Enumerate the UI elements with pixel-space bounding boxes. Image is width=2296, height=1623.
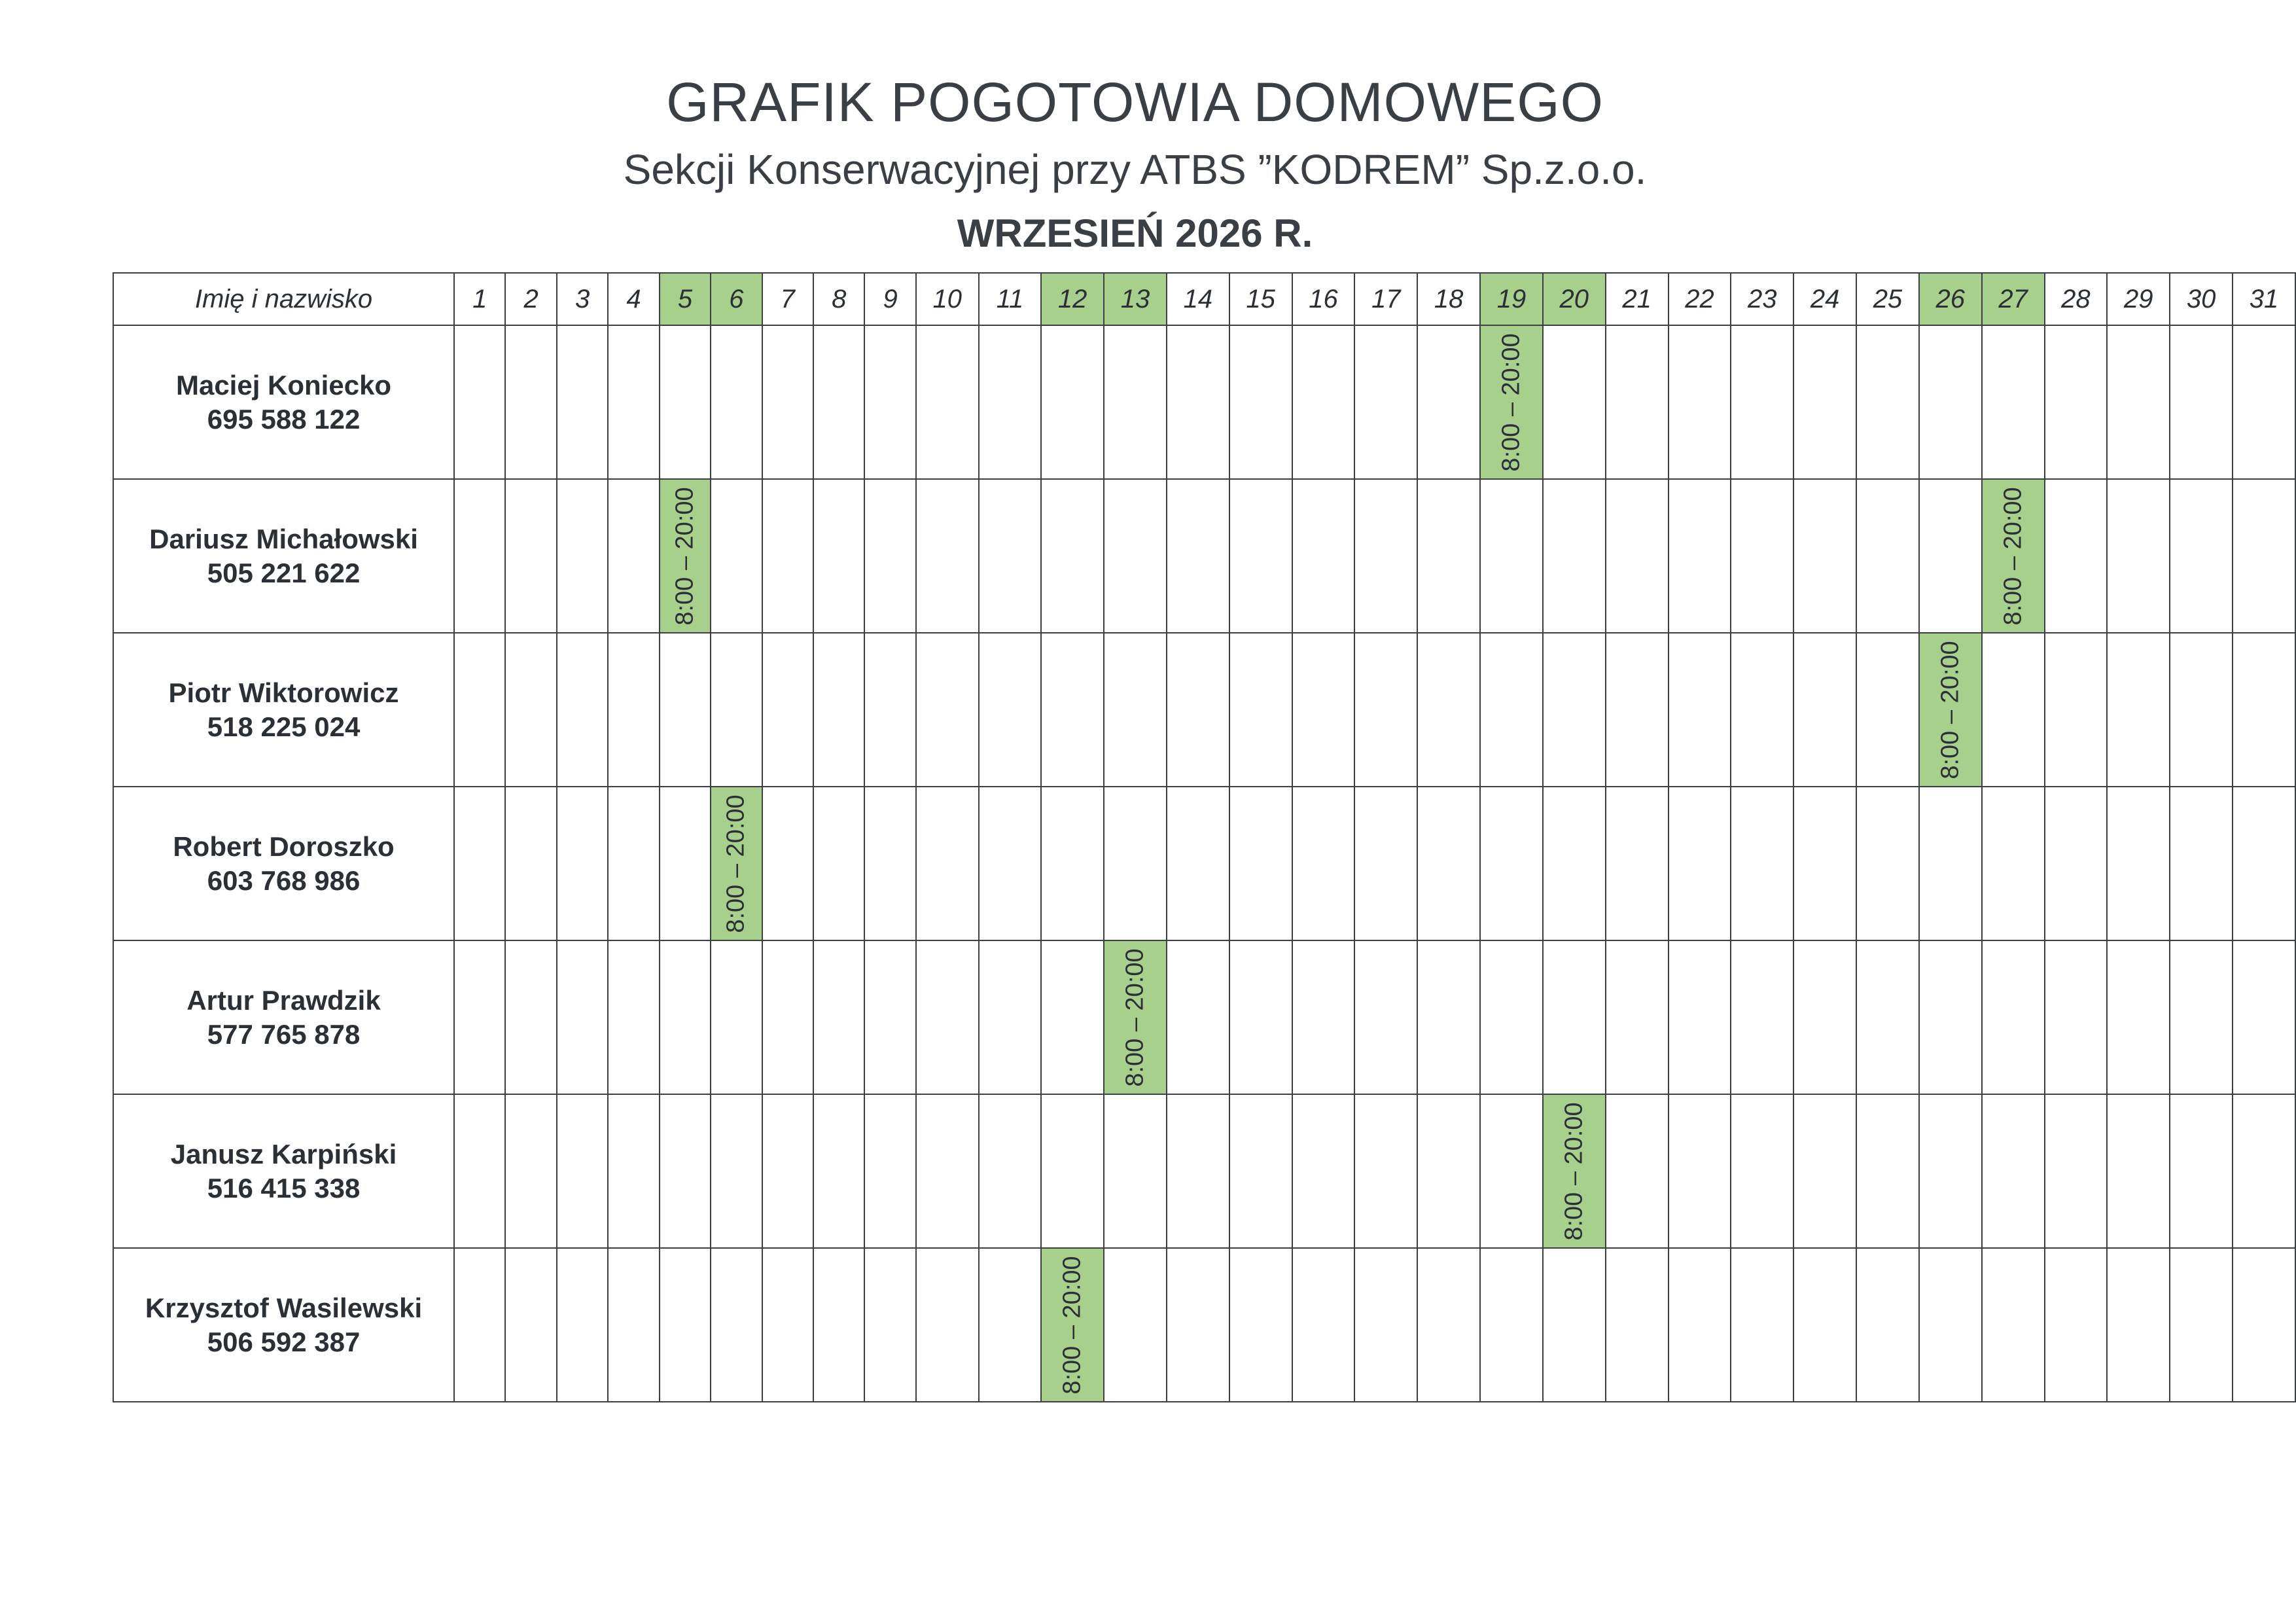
day-cell [1982,325,2045,479]
person-name: Piotr Wiktorowicz [168,677,399,708]
day-header-11: 11 [979,273,1042,325]
day-cell [1104,1248,1167,1402]
day-cell [1417,325,1480,479]
day-header-2: 2 [505,273,556,325]
person-cell [113,1094,454,1248]
day-cell [979,479,1042,633]
day-cell [1731,1094,1793,1248]
day-cell [1480,787,1543,940]
day-cell [711,479,762,633]
day-header-6: 6 [711,273,762,325]
day-cell [813,1248,864,1402]
day-cell [864,1248,915,1402]
day-cell [1229,940,1292,1094]
day-cell [505,940,556,1094]
day-cell [1041,1094,1104,1248]
day-cell [916,325,979,479]
day-header-3: 3 [557,273,608,325]
day-cell [1731,479,1793,633]
day-cell [2170,633,2233,787]
day-cell [454,325,505,479]
day-cell [505,1094,556,1248]
day-cell [557,787,608,940]
day-cell [1919,1094,1982,1248]
day-cell [1543,1248,1606,1402]
day-cell [1167,325,1229,479]
day-header-29: 29 [2107,273,2170,325]
day-cell [1292,633,1355,787]
duty-cell [1480,325,1543,479]
day-cell [1167,940,1229,1094]
day-cell [762,479,813,633]
day-cell [864,787,915,940]
day-cell [1919,1248,1982,1402]
day-cell [1354,479,1417,633]
day-header-31: 31 [2233,273,2295,325]
day-cell [454,787,505,940]
day-cell [916,479,979,633]
day-header-19: 19 [1480,273,1543,325]
day-header-4: 4 [608,273,659,325]
day-cell [557,1248,608,1402]
day-cell [1793,325,1856,479]
day-cell [1731,1248,1793,1402]
day-cell [762,325,813,479]
day-header-17: 17 [1354,273,1417,325]
day-cell [660,940,711,1094]
day-cell [1041,940,1104,1094]
day-cell [916,940,979,1094]
day-cell [711,940,762,1094]
day-cell [2045,940,2108,1094]
day-cell [1919,479,1982,633]
day-cell [1731,940,1793,1094]
day-cell [2233,1094,2295,1248]
day-cell [1229,787,1292,940]
day-cell [1919,325,1982,479]
person-cell [113,325,454,479]
day-cell [1167,787,1229,940]
day-cell [1292,1094,1355,1248]
day-cell [1417,1248,1480,1402]
day-cell [1543,325,1606,479]
day-cell [2107,325,2170,479]
day-cell [660,325,711,479]
day-header-24: 24 [1793,273,1856,325]
day-cell [1856,1248,1919,1402]
day-cell [1606,787,1669,940]
day-cell [1167,633,1229,787]
shift-hours: 8:00 – 20:00 [1560,1101,1588,1241]
day-cell [1104,633,1167,787]
day-cell [1669,325,1731,479]
shift-hours: 8:00 – 20:00 [722,794,750,933]
day-cell [1167,1094,1229,1248]
day-cell [1292,325,1355,479]
day-cell [2233,633,2295,787]
day-cell [1669,479,1731,633]
day-cell [916,633,979,787]
shift-hours: 8:00 – 20:00 [1497,332,1525,472]
day-cell [2170,325,2233,479]
duty-cell [1104,940,1167,1094]
day-cell [2107,1248,2170,1402]
day-cell [1982,940,2045,1094]
day-cell [1354,1094,1417,1248]
day-cell [1793,787,1856,940]
day-cell [1793,633,1856,787]
day-cell [557,479,608,633]
day-header-7: 7 [762,273,813,325]
day-cell [2107,1094,2170,1248]
day-cell [1606,325,1669,479]
month-heading: WRZESIEŃ 2026 R. [957,211,1313,255]
day-cell [1856,479,1919,633]
day-cell [1606,1248,1669,1402]
day-cell [608,787,659,940]
person-cell [113,479,454,633]
duty-cell [1982,479,2045,633]
day-cell [608,1094,659,1248]
day-cell [2170,1094,2233,1248]
day-cell [813,633,864,787]
shift-hours: 8:00 – 20:00 [1121,948,1149,1087]
day-cell [1856,940,1919,1094]
day-cell [608,325,659,479]
person-name: Janusz Karpiński [170,1138,397,1169]
day-cell [711,1094,762,1248]
table-row [113,633,2295,787]
day-cell [1041,787,1104,940]
day-header-13: 13 [1104,273,1167,325]
day-cell [1480,1248,1543,1402]
name-column-header: Imię i nazwisko [113,273,454,325]
day-header-16: 16 [1292,273,1355,325]
day-cell [2233,1248,2295,1402]
day-cell [1041,325,1104,479]
duty-cell [1919,633,1982,787]
day-header-23: 23 [1731,273,1793,325]
day-cell [916,1094,979,1248]
person-name: Krzysztof Wasilewski [145,1292,423,1323]
day-cell [1793,479,1856,633]
day-header-27: 27 [1982,273,2045,325]
day-cell [2170,1248,2233,1402]
day-cell [454,633,505,787]
day-cell [2170,479,2233,633]
day-cell [1793,1094,1856,1248]
day-cell [1982,633,2045,787]
duty-cell [1543,1094,1606,1248]
day-cell [1669,1248,1731,1402]
person-phone: 505 221 622 [207,557,361,588]
person-name: Artur Prawdzik [186,984,381,1016]
day-cell [1606,479,1669,633]
person-phone: 506 592 387 [207,1326,361,1357]
day-cell [1793,1248,1856,1402]
day-cell [1229,325,1292,479]
day-cell [711,325,762,479]
day-cell [1606,1094,1669,1248]
day-cell [711,1248,762,1402]
schedule-body [113,325,2295,1402]
day-cell [813,479,864,633]
table-row [113,479,2295,633]
person-cell [113,633,454,787]
day-cell [864,1094,915,1248]
table-row [113,940,2295,1094]
day-cell [1417,1094,1480,1248]
day-cell [1856,325,1919,479]
day-cell [2107,787,2170,940]
day-cell [979,787,1042,940]
day-cell [1731,325,1793,479]
day-cell [711,633,762,787]
day-cell [1229,1248,1292,1402]
day-cell [762,1094,813,1248]
day-cell [1669,633,1731,787]
day-cell [1793,940,1856,1094]
day-cell [1041,633,1104,787]
person-name: Dariusz Michałowski [149,523,418,554]
day-cell [660,1094,711,1248]
day-cell [1669,1094,1731,1248]
day-cell [454,1248,505,1402]
day-cell [454,1094,505,1248]
schedule-table [113,272,2296,1402]
day-cell [1041,479,1104,633]
day-cell [505,1248,556,1402]
day-cell [1167,1248,1229,1402]
person-phone: 603 768 986 [207,865,361,896]
table-row [113,1248,2295,1402]
day-cell [454,940,505,1094]
day-cell [557,325,608,479]
day-cell [1856,1094,1919,1248]
day-cell [1731,787,1793,940]
day-cell [979,633,1042,787]
page-subtitle: Sekcji Konserwacyjnej przy ATBS ”KODREM” Sp.z.o.o. [623,146,1647,193]
day-cell [557,1094,608,1248]
day-header-26: 26 [1919,273,1982,325]
day-cell [1669,787,1731,940]
day-cell [864,633,915,787]
table-row [113,325,2295,479]
day-cell [608,479,659,633]
day-cell [2170,940,2233,1094]
day-cell [1856,633,1919,787]
shift-hours: 8:00 – 20:00 [671,486,699,626]
day-cell [813,940,864,1094]
day-cell [1292,940,1355,1094]
day-cell [1417,787,1480,940]
day-cell [762,940,813,1094]
day-cell [762,1248,813,1402]
person-phone: 518 225 024 [207,711,361,742]
day-cell [1856,787,1919,940]
day-cell [1354,940,1417,1094]
day-cell [762,633,813,787]
day-cell [505,479,556,633]
day-cell [608,633,659,787]
person-cell [113,940,454,1094]
day-cell [660,1248,711,1402]
person-name: Robert Doroszko [173,830,395,862]
day-cell [1417,633,1480,787]
person-cell [113,1248,454,1402]
day-cell [1292,787,1355,940]
table-row [113,1094,2295,1248]
day-cell [2233,940,2295,1094]
day-cell [1292,1248,1355,1402]
day-cell [1104,325,1167,479]
day-cell [2233,787,2295,940]
day-cell [2107,479,2170,633]
day-cell [1919,787,1982,940]
day-cell [864,940,915,1094]
day-cell [2045,1094,2108,1248]
day-cell [2233,325,2295,479]
day-cell [2107,633,2170,787]
duty-cell [1041,1248,1104,1402]
day-cell [2045,325,2108,479]
day-cell [1731,633,1793,787]
day-cell [1354,787,1417,940]
day-cell [813,787,864,940]
day-cell [557,940,608,1094]
day-cell [660,787,711,940]
day-cell [1480,1094,1543,1248]
day-cell [505,633,556,787]
day-cell [1104,479,1167,633]
day-cell [1417,479,1480,633]
day-cell [454,479,505,633]
day-cell [608,940,659,1094]
shift-hours: 8:00 – 20:00 [1058,1255,1086,1395]
day-cell [1919,940,1982,1094]
day-header-20: 20 [1543,273,1606,325]
day-header-14: 14 [1167,273,1229,325]
day-cell [2045,787,2108,940]
shift-hours: 8:00 – 20:00 [1999,486,2027,626]
day-header-5: 5 [660,273,711,325]
day-cell [608,1248,659,1402]
day-cell [1480,479,1543,633]
day-cell [1417,940,1480,1094]
day-header-25: 25 [1856,273,1919,325]
day-header-8: 8 [813,273,864,325]
day-cell [916,787,979,940]
day-cell [1229,633,1292,787]
shift-hours: 8:00 – 20:00 [1936,640,1964,779]
day-header-22: 22 [1669,273,1731,325]
day-cell [864,479,915,633]
person-phone: 577 765 878 [207,1018,361,1050]
day-header-10: 10 [916,273,979,325]
day-cell [1543,479,1606,633]
person-name: Maciej Koniecko [175,369,392,401]
day-cell [1354,1248,1417,1402]
day-cell [979,325,1042,479]
day-cell [2107,940,2170,1094]
page-title: GRAFIK POGOTOWIA DOMOWEGO [666,71,1604,133]
duty-cell [660,479,711,633]
day-cell [1354,633,1417,787]
day-header-15: 15 [1229,273,1292,325]
day-cell [813,325,864,479]
day-cell [762,787,813,940]
day-cell [1982,1094,2045,1248]
day-cell [1669,940,1731,1094]
day-cell [2045,633,2108,787]
day-cell [660,633,711,787]
day-cell [864,325,915,479]
day-cell [505,787,556,940]
day-cell [916,1248,979,1402]
day-header-9: 9 [864,273,915,325]
day-cell [979,940,1042,1094]
day-cell [2045,1248,2108,1402]
day-header-21: 21 [1606,273,1669,325]
person-phone: 516 415 338 [207,1172,361,1204]
day-cell [2233,479,2295,633]
day-cell [1606,940,1669,1094]
day-cell [979,1094,1042,1248]
day-cell [1982,787,2045,940]
day-cell [1167,479,1229,633]
day-cell [1543,940,1606,1094]
day-header-1: 1 [454,273,505,325]
day-cell [1104,1094,1167,1248]
day-cell [2045,479,2108,633]
day-cell [2170,787,2233,940]
duty-cell [711,787,762,940]
day-cell [979,1248,1042,1402]
day-cell [1543,787,1606,940]
day-cell [1480,940,1543,1094]
day-cell [1606,633,1669,787]
day-header-12: 12 [1041,273,1104,325]
day-cell [1543,633,1606,787]
person-cell [113,787,454,940]
day-cell [813,1094,864,1248]
day-header-30: 30 [2170,273,2233,325]
day-cell [1480,633,1543,787]
day-header-18: 18 [1417,273,1480,325]
day-cell [1229,479,1292,633]
person-phone: 695 588 122 [207,403,361,435]
day-header-28: 28 [2045,273,2108,325]
day-cell [1104,787,1167,940]
day-cell [557,633,608,787]
header-row [113,273,2295,325]
day-cell [1354,325,1417,479]
day-cell [1982,1248,2045,1402]
day-cell [1292,479,1355,633]
day-cell [1229,1094,1292,1248]
day-cell [505,325,556,479]
table-row [113,787,2295,940]
